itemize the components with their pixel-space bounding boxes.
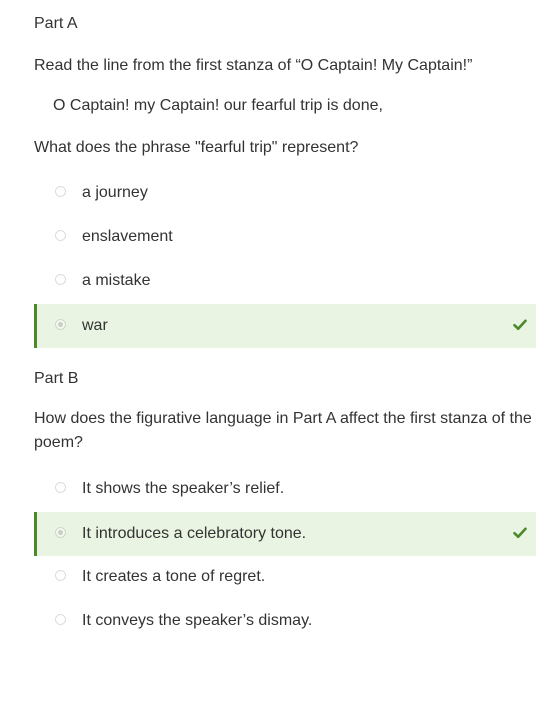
part-a-choice-1[interactable]	[34, 171, 536, 215]
radio-icon[interactable]	[55, 527, 66, 538]
poem-quote: O Captain! my Captain! our fearful trip is done,	[53, 97, 383, 114]
part-a-label: Part A	[34, 15, 78, 32]
choice-label: a journey	[82, 184, 148, 201]
part-a-choice-3[interactable]	[34, 259, 536, 303]
part-a-intro: Read the line from the first stanza of “O Captain! My Captain!”	[34, 57, 473, 74]
part-b-choice-3[interactable]	[34, 555, 536, 599]
part-a-question: What does the phrase "fearful trip" represent?	[34, 139, 359, 156]
part-b-label: Part B	[34, 370, 79, 387]
choice-label: enslavement	[82, 228, 173, 245]
part-a-choice-2[interactable]	[34, 215, 536, 259]
radio-icon[interactable]	[55, 186, 66, 197]
part-b-choice-2[interactable]	[34, 512, 536, 556]
choice-label: It creates a tone of regret.	[82, 568, 266, 585]
radio-icon[interactable]	[55, 274, 66, 285]
radio-icon[interactable]	[55, 482, 66, 493]
check-icon	[513, 527, 527, 539]
check-icon	[513, 319, 527, 331]
part-b-question: How does the figurative language in Part A affect the first stanza of the poem?	[34, 410, 532, 451]
radio-icon[interactable]	[55, 230, 66, 241]
choice-label: It introduces a celebratory tone.	[82, 525, 307, 542]
choice-label: It shows the speaker’s relief.	[82, 480, 285, 497]
radio-icon[interactable]	[55, 570, 66, 581]
radio-icon[interactable]	[55, 614, 66, 625]
part-a-choice-4[interactable]	[34, 304, 536, 348]
choice-label: It conveys the speaker’s dismay.	[82, 612, 313, 629]
choice-label: war	[82, 317, 108, 334]
part-b-choice-1[interactable]	[34, 467, 536, 511]
choice-label: a mistake	[82, 272, 151, 289]
part-b-choice-4[interactable]	[34, 599, 536, 643]
radio-icon[interactable]	[55, 319, 66, 330]
